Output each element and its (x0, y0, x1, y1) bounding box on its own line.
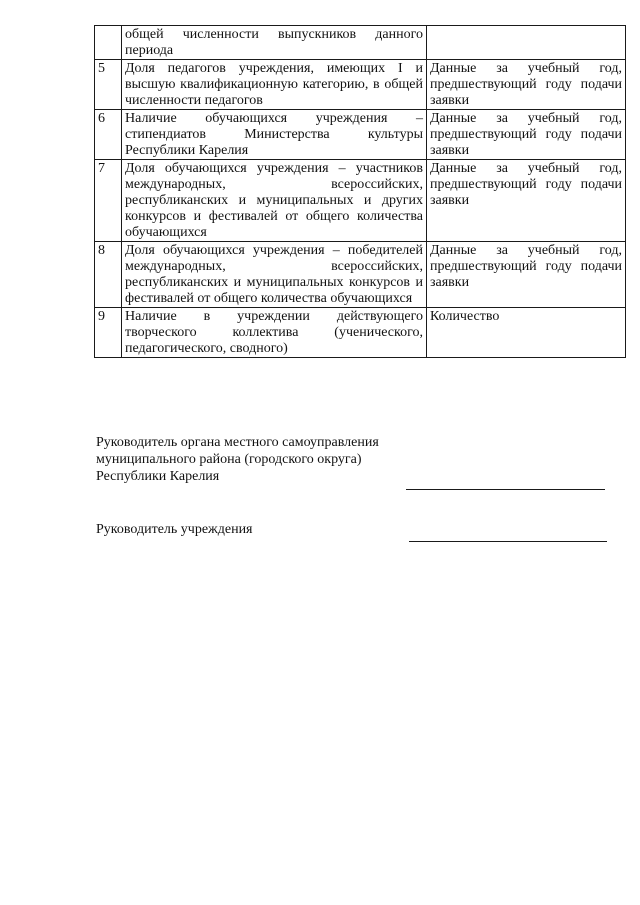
row-number: 6 (95, 110, 122, 160)
criterion-name: Наличие в учреждении действующего творческого коллектива (ученического, педагогического, сводного) (122, 308, 427, 358)
criterion-source: Данные за учебный год, предшествующий году подачи заявки (427, 242, 626, 308)
table-row (95, 242, 626, 308)
institution-head-title: Руководитель учреждения (96, 522, 253, 537)
municipal-head-title-line2: муниципального района (городского округа) (96, 452, 362, 467)
criterion-name: Доля обучающихся учреждения – победителей международных, всероссийских, республиканских и муниципальных конкурсов и фестивалей от общего количества обучающихся (122, 242, 427, 308)
criterion-source: Данные за учебный год, предшествующий году подачи заявки (427, 160, 626, 242)
row-number (95, 26, 122, 60)
criterion-name: Доля педагогов учреждения, имеющих I и высшую квалификационную категорию, в общей численности педагогов (122, 60, 427, 110)
table-row (95, 26, 626, 60)
row-number: 8 (95, 242, 122, 308)
table-row (95, 60, 626, 110)
table-row (95, 110, 626, 160)
municipal-head-title-line1: Руководитель органа местного самоуправления (96, 435, 379, 450)
municipal-head-signature-line (406, 489, 605, 490)
criterion-source: Количество (427, 308, 626, 358)
municipal-head-title-line3: Республики Карелия (96, 469, 220, 484)
row-number: 9 (95, 308, 122, 358)
table-row (95, 160, 626, 242)
signature-block (96, 434, 616, 538)
criterion-name: Доля обучающихся учреждения – участников международных, всероссийских, республиканских и муниципальных и других конкурсов и фестивалей от общего количества обучающихся (122, 160, 427, 242)
criterion-name: общей численности выпускников данного периода (122, 26, 427, 60)
criteria-table (94, 25, 626, 358)
row-number: 7 (95, 160, 122, 242)
criterion-source: Данные за учебный год, предшествующий году подачи заявки (427, 110, 626, 160)
table-row (95, 308, 626, 358)
criterion-name: Наличие обучающихся учреждения – стипендиатов Министерства культуры Республики Карелия (122, 110, 427, 160)
row-number: 5 (95, 60, 122, 110)
criterion-source (427, 26, 626, 60)
criterion-source: Данные за учебный год, предшествующий году подачи заявки (427, 60, 626, 110)
institution-head-signature-line (409, 541, 607, 542)
